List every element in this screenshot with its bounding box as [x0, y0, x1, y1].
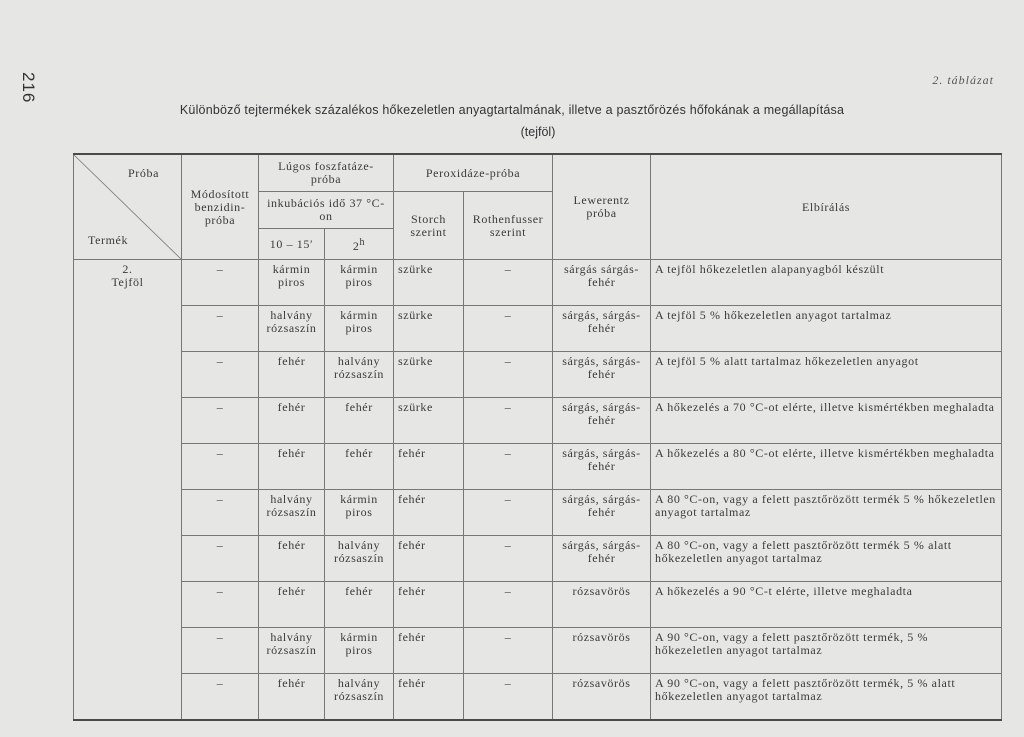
- rothenfusser-cell: –: [464, 398, 553, 444]
- header-proba: Próba: [128, 166, 159, 180]
- storch-cell: szürke: [394, 306, 464, 352]
- data-table: [73, 153, 1002, 721]
- benzidin-cell: –: [182, 536, 259, 582]
- lugos-long-cell: halvány rózsaszín: [325, 352, 394, 398]
- lugos-short-cell: fehér: [259, 582, 325, 628]
- table-label: 2. táblázat: [932, 73, 994, 87]
- table-row: [74, 260, 1002, 306]
- benzidin-cell: –: [182, 398, 259, 444]
- lewerentz-cell: sárgás, sárgás-fehér: [553, 398, 651, 444]
- table-subtitle: (tejföl): [520, 125, 556, 139]
- lugos-long-cell: fehér: [325, 398, 394, 444]
- page-number: 216: [19, 72, 38, 104]
- table-title: Különböző tejtermékek százalékos hőkezeletlen anyagtartalmának, illetve a pasztőrözés hőfokának a megállapítása: [179, 103, 845, 117]
- lugos-short-cell: fehér: [259, 444, 325, 490]
- lugos-long-cell: fehér: [325, 582, 394, 628]
- storch-cell: fehér: [394, 444, 464, 490]
- table-row: [74, 352, 1002, 398]
- lugos-short-cell: halvány rózsaszín: [259, 490, 325, 536]
- lewerentz-cell: sárgás, sárgás-fehér: [553, 306, 651, 352]
- lewerentz-cell: sárgás, sárgás-fehér: [553, 536, 651, 582]
- header-inkubacios: inkubációs idő 37 °C-on: [259, 192, 394, 229]
- elbiralas-cell: A 90 °C-on, vagy a felett pasztőrözött termék, 5 % hőkezeletlen anyagot tartalmaz: [651, 628, 1002, 674]
- lewerentz-cell: sárgás, sárgás-fehér: [553, 490, 651, 536]
- lugos-short-cell: fehér: [259, 674, 325, 721]
- elbiralas-cell: A hőkezelés a 90 °C-t elérte, illetve meghaladta: [651, 582, 1002, 628]
- table-row: [74, 444, 1002, 490]
- rothenfusser-cell: –: [464, 490, 553, 536]
- lewerentz-cell: sárgás, sárgás-fehér: [553, 352, 651, 398]
- product-cell: [74, 260, 182, 721]
- header-lugos: Lúgos foszfatáze-próba: [259, 154, 394, 192]
- table-row: [74, 536, 1002, 582]
- benzidin-cell: –: [182, 674, 259, 721]
- lugos-long-cell: kármin piros: [325, 490, 394, 536]
- elbiralas-cell: A 80 °C-on, vagy a felett pasztőrözött termék 5 % hőkezeletlen anyagot tartalmaz: [651, 490, 1002, 536]
- table-row: [74, 582, 1002, 628]
- lewerentz-cell: sárgás sárgás-fehér: [553, 260, 651, 306]
- elbiralas-cell: A tejföl hőkezeletlen alapanyagból készült: [651, 260, 1002, 306]
- lugos-short-cell: halvány rózsaszín: [259, 306, 325, 352]
- elbiralas-cell: A 90 °C-on, vagy a felett pasztőrözött termék, 5 % alatt hőkezeletlen anyagot tartalmaz: [651, 674, 1002, 721]
- rothenfusser-cell: –: [464, 444, 553, 490]
- elbiralas-cell: A hőkezelés a 70 °C-ot elérte, illetve kismértékben meghaladta: [651, 398, 1002, 444]
- benzidin-cell: –: [182, 352, 259, 398]
- storch-cell: fehér: [394, 582, 464, 628]
- benzidin-cell: –: [182, 582, 259, 628]
- lewerentz-cell: rózsavörös: [553, 674, 651, 721]
- lewerentz-cell: sárgás, sárgás-fehér: [553, 444, 651, 490]
- elbiralas-cell: A hőkezelés a 80 °C-ot elérte, illetve kismértékben meghaladta: [651, 444, 1002, 490]
- lewerentz-cell: rózsavörös: [553, 628, 651, 674]
- lugos-short-cell: fehér: [259, 398, 325, 444]
- benzidin-cell: –: [182, 260, 259, 306]
- storch-cell: szürke: [394, 260, 464, 306]
- lugos-short-cell: fehér: [259, 536, 325, 582]
- rothenfusser-cell: –: [464, 352, 553, 398]
- benzidin-cell: –: [182, 628, 259, 674]
- table-row: [74, 674, 1002, 721]
- header-termek: Termék: [88, 233, 129, 247]
- table-row: [74, 490, 1002, 536]
- lugos-long-cell: fehér: [325, 444, 394, 490]
- rothenfusser-cell: –: [464, 260, 553, 306]
- table-body: [74, 260, 1002, 721]
- lugos-long-cell: halvány rózsaszín: [325, 674, 394, 721]
- header-time-1: 10 – 15′: [259, 229, 325, 260]
- storch-cell: fehér: [394, 490, 464, 536]
- lewerentz-cell: rózsavörös: [553, 582, 651, 628]
- benzidin-cell: –: [182, 306, 259, 352]
- lugos-short-cell: kármin piros: [259, 260, 325, 306]
- product-number: 2.: [122, 262, 133, 276]
- elbiralas-cell: A tejföl 5 % alatt tartalmaz hőkezeletlen anyagot: [651, 352, 1002, 398]
- header-elbiralas: Elbírálás: [651, 154, 1002, 260]
- header-benzidin: Módosított benzidin-próba: [182, 154, 259, 260]
- product-name: Tejföl: [111, 275, 144, 289]
- lugos-long-cell: kármin piros: [325, 306, 394, 352]
- lugos-long-cell: kármin piros: [325, 628, 394, 674]
- rothenfusser-cell: –: [464, 306, 553, 352]
- table-row: [74, 398, 1002, 444]
- lugos-short-cell: halvány rózsaszín: [259, 628, 325, 674]
- storch-cell: szürke: [394, 398, 464, 444]
- header-time-2: 2$^h$: [325, 229, 394, 260]
- header-peroxidaze: Peroxidáze-próba: [394, 154, 553, 192]
- rothenfusser-cell: –: [464, 536, 553, 582]
- header-rothenfusser: Rothenfusser szerint: [464, 192, 553, 260]
- elbiralas-cell: A tejföl 5 % hőkezeletlen anyagot tartalmaz: [651, 306, 1002, 352]
- lugos-short-cell: fehér: [259, 352, 325, 398]
- rothenfusser-cell: –: [464, 582, 553, 628]
- lugos-long-cell: kármin piros: [325, 260, 394, 306]
- benzidin-cell: –: [182, 490, 259, 536]
- elbiralas-cell: A 80 °C-on, vagy a felett pasztőrözött termék 5 % alatt hőkezeletlen anyagot tartalmaz: [651, 536, 1002, 582]
- benzidin-cell: –: [182, 444, 259, 490]
- header-storch: Storch szerint: [394, 192, 464, 260]
- storch-cell: fehér: [394, 536, 464, 582]
- rothenfusser-cell: –: [464, 628, 553, 674]
- header-lewerentz: Lewerentz próba: [553, 154, 651, 260]
- storch-cell: fehér: [394, 628, 464, 674]
- header-corner: [74, 154, 182, 260]
- table-row: [74, 628, 1002, 674]
- storch-cell: szürke: [394, 352, 464, 398]
- rothenfusser-cell: –: [464, 674, 553, 721]
- lugos-long-cell: halvány rózsaszín: [325, 536, 394, 582]
- storch-cell: fehér: [394, 674, 464, 721]
- table-row: [74, 306, 1002, 352]
